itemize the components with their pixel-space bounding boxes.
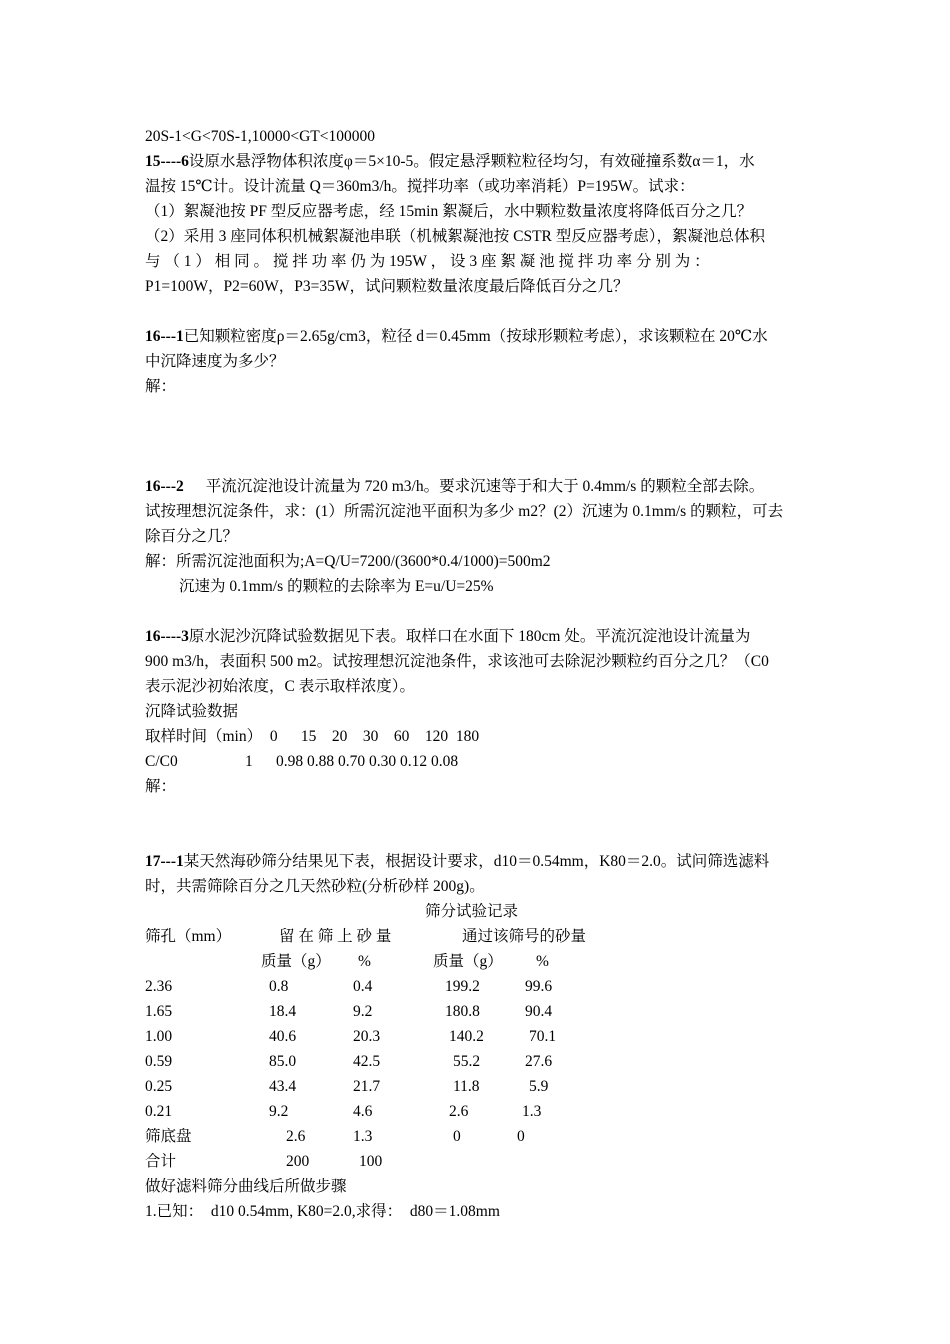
passing-percent: 99.6	[525, 978, 553, 995]
table-row	[145, 974, 810, 999]
ratio-values: 1 0.98 0.88 0.70 0.30 0.12 0.08	[245, 753, 459, 770]
table-row	[145, 1099, 810, 1124]
retained-percent: 4.6	[353, 1103, 373, 1120]
total-mass: 200	[286, 1153, 310, 1170]
passing-mass: 11.8	[453, 1078, 480, 1095]
q17-1-text1: 某天然海砂筛分结果见下表，根据设计要求，d10＝0.54mm，K80＝2.0。试问筛选滤料	[183, 853, 770, 870]
table-row	[145, 999, 810, 1024]
q16-3-answer: 解：	[145, 778, 177, 795]
retained-percent: 1.3	[353, 1128, 373, 1145]
q17-1-number: 17---1	[145, 853, 184, 870]
subheader-ret-mass: 质量（g）	[261, 953, 331, 970]
settling-table-title: 沉降试验数据	[145, 703, 239, 720]
settling-time-row: 取样时间（min） 0 15 20 30 60 120 180	[145, 728, 480, 745]
settling-ratio-row	[145, 749, 810, 774]
table-row	[145, 1049, 810, 1074]
sieve-size: 1.65	[145, 1003, 173, 1020]
q16-3-line3: 表示泥沙初始浓度，C 表示取样浓度）。	[145, 678, 415, 695]
q15-6-line5: 与 （ 1 ） 相 同 。 搅 拌 功 率 仍 为 195W ， 设 3 座 絮 凝 池 搅 拌 功 率 分 别 为 ：	[145, 253, 710, 270]
total-percent: 100	[359, 1153, 383, 1170]
q15-6-number: 15----6	[145, 153, 189, 170]
document-page	[145, 124, 810, 1224]
q16-3-text1: 原水泥沙沉降试验数据见下表。取样口在水面下 180cm 处。平流沉淀池设计流量为	[188, 628, 751, 645]
sieve-size: 2.36	[145, 978, 173, 995]
step-title: 做好滤料筛分曲线后所做步骤	[145, 1178, 347, 1195]
sieve-size: 0.21	[145, 1103, 173, 1120]
header-passing: 通过该筛号的砂量	[462, 928, 587, 945]
step-1: 1.已知： d10 0.54mm, K80=2.0,求得： d80＝1.08mm	[145, 1203, 500, 1220]
q16-1-number: 16---1	[145, 328, 184, 345]
passing-mass: 199.2	[445, 978, 480, 995]
q15-6-text1: 设原水悬浮物体积浓度φ＝5×10-5。假定悬浮颗粒粒径均匀，有效碰撞系数α＝1，水	[188, 153, 755, 170]
q16-2-line3: 除百分之几？	[145, 528, 239, 545]
passing-percent: 1.3	[522, 1103, 542, 1120]
passing-percent: 0	[517, 1128, 525, 1145]
table-row	[145, 1024, 810, 1049]
passing-mass: 140.2	[449, 1028, 484, 1045]
q15-6-line1	[145, 149, 810, 174]
retained-percent: 9.2	[353, 1003, 373, 1020]
retained-mass: 85.0	[269, 1053, 297, 1070]
retained-mass: 40.6	[269, 1028, 297, 1045]
q15-6-line4: （2）采用 3 座同体积机械絮凝池串联（机械絮凝池按 CSTR 型反应器考虑），絮凝池总体积	[145, 228, 766, 245]
q16-1-answer: 解：	[145, 378, 177, 395]
q16-2-number: 16---2	[145, 478, 184, 495]
passing-mass: 2.6	[449, 1103, 469, 1120]
q15-6-line6: P1=100W，P2=60W，P3=35W，试问颗粒数量浓度最后降低百分之几？	[145, 278, 629, 295]
q17-1-line2: 时，共需筛除百分之几天然砂粒(分析砂样 200g)。	[145, 878, 485, 895]
sieve-table-title: 筛分试验记录	[425, 903, 519, 920]
retained-mass: 0.8	[269, 978, 289, 995]
q16-1-line1	[145, 324, 810, 349]
q16-2-line2: 试按理想沉淀条件，求：(1）所需沉淀池平面积为多少 m2？(2）沉速为 0.1mm/s 的颗粒，可去	[145, 503, 784, 520]
q17-1-line1	[145, 849, 810, 874]
passing-percent: 90.4	[525, 1003, 553, 1020]
retained-mass: 43.4	[269, 1078, 297, 1095]
header-retained: 留 在 筛 上 砂 量	[279, 928, 392, 945]
retained-percent: 21.7	[353, 1078, 381, 1095]
retained-percent: 0.4	[353, 978, 373, 995]
total-label: 合计	[145, 1153, 177, 1170]
subheader-pass-pct: %	[536, 953, 549, 970]
q16-3-line1	[145, 624, 810, 649]
table-row-total	[145, 1149, 810, 1174]
ratio-label: C/C0	[145, 753, 178, 770]
passing-percent: 5.9	[529, 1078, 549, 1095]
subheader-pass-mass: 质量（g）	[433, 953, 503, 970]
q15-6-line2: 温按 15℃计。设计流量 Q＝360m3/h。搅拌功率（或功率消耗）P=195W。试求：	[145, 178, 695, 195]
sieve-subheader-row	[145, 949, 810, 974]
retained-percent: 42.5	[353, 1053, 381, 1070]
passing-percent: 27.6	[525, 1053, 553, 1070]
q15-6-line3: （1）絮凝池按 PF 型反应器考虑，经 15min 絮凝后，水中颗粒数量浓度将降低百分之几？	[145, 203, 753, 220]
q16-3-number: 16----3	[145, 628, 189, 645]
subheader-ret-pct: %	[358, 953, 371, 970]
q16-3-line2: 900 m3/h，表面积 500 m2。试按理想沉淀池条件，求该池可去除泥沙颗粒约百分之几？（C0	[145, 653, 769, 670]
sieve-header-row	[145, 924, 810, 949]
retained-mass: 2.6	[286, 1128, 306, 1145]
top-line: 20S-1<G<70S-1,10000<GT<100000	[145, 128, 376, 145]
table-row-bottom-pan	[145, 1124, 810, 1149]
q16-1-text1: 已知颗粒密度ρ＝2.65g/cm3，粒径 d＝0.45mm（按球形颗粒考虑），求该颗粒在 20℃水	[183, 328, 768, 345]
sieve-size: 1.00	[145, 1028, 173, 1045]
passing-percent: 70.1	[529, 1028, 557, 1045]
q16-2-answer1: 解：所需沉淀池面积为;A=Q/U=7200/(3600*0.4/1000)=500m2	[145, 553, 551, 570]
q16-2-line1	[145, 474, 810, 499]
q16-2-answer2: 沉速为 0.1mm/s 的颗粒的去除率为 E=u/U=25%	[179, 578, 494, 595]
sieve-size: 0.25	[145, 1078, 173, 1095]
retained-percent: 20.3	[353, 1028, 381, 1045]
retained-mass: 9.2	[269, 1103, 289, 1120]
retained-mass: 18.4	[269, 1003, 297, 1020]
q16-1-line2: 中沉降速度为多少？	[145, 353, 285, 370]
passing-mass: 180.8	[445, 1003, 480, 1020]
table-row	[145, 1074, 810, 1099]
header-sieve: 筛孔（mm）	[145, 928, 232, 945]
passing-mass: 0	[453, 1128, 461, 1145]
bottom-pan-label: 筛底盘	[145, 1128, 192, 1145]
sieve-size: 0.59	[145, 1053, 173, 1070]
passing-mass: 55.2	[453, 1053, 481, 1070]
q16-2-text1: 平流沉淀池设计流量为 720 m3/h。要求沉速等于和大于 0.4mm/s 的颗粒全部去除。	[205, 478, 765, 495]
sieve-table-title-row	[145, 899, 810, 924]
